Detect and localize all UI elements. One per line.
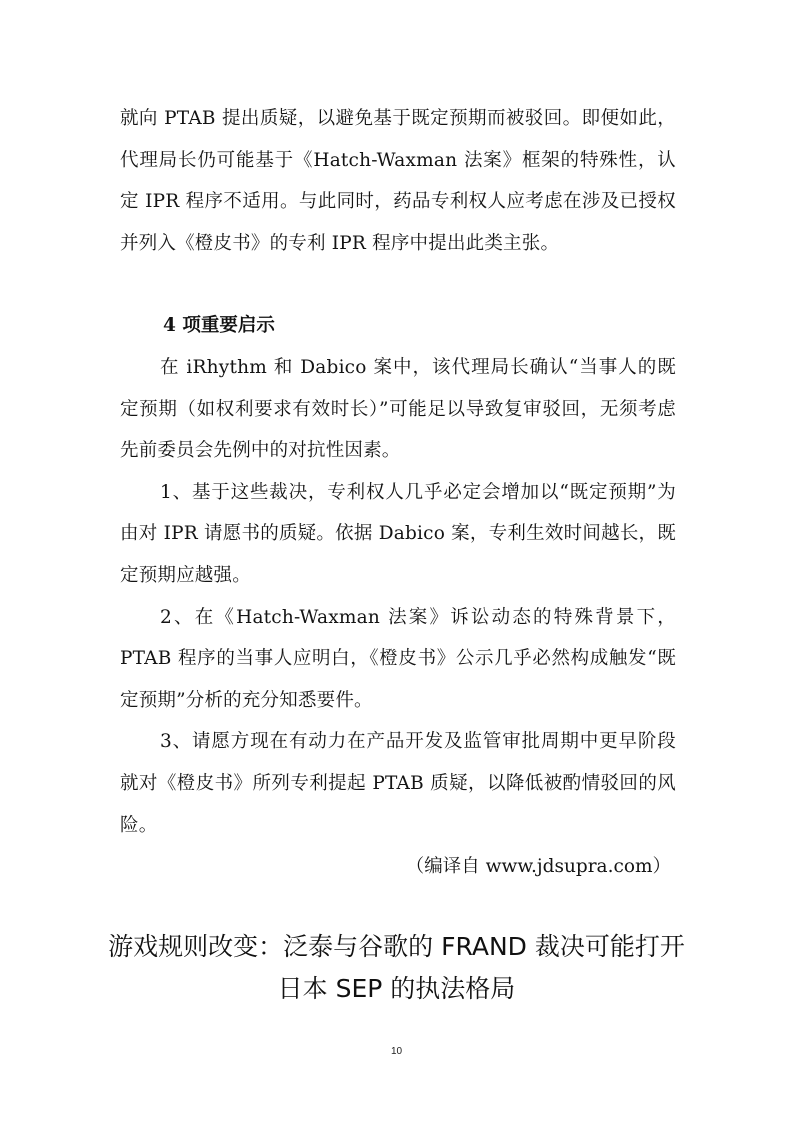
next-article-title — [100, 926, 693, 1010]
point-1-paragraph: 1、基于这些裁决，专利权人几乎必定会增加以“既定预期”为由对 IPR 请愿书的质疑。依据 Dabico 案，专利生效时间越长，既定预期应越强。 — [120, 481, 676, 586]
source-note: （编译自 www.jdsupra.com） — [405, 856, 671, 877]
next-article-title-line-1: 游戏规则改变：泛泰与谷歌的 FRAND 裁决可能打开 — [108, 932, 685, 961]
section-heading: 4 项重要启示 — [163, 315, 275, 336]
point-3-paragraph: 3、请愿方现在有动力在产品开发及监管审批周期中更早阶段就对《橙皮书》所列专利提起 PTAB 质疑，以降低被酌情驳回的风险。 — [120, 731, 676, 836]
point-2-paragraph: 2、在《Hatch-Waxman 法案》诉讼动态的特殊背景下，PTAB 程序的当事人应明白，《橙皮书》公示几乎必然构成触发“既定预期”分析的充分知悉要件。 — [120, 606, 676, 711]
page-number: 10 — [390, 1046, 403, 1057]
section-intro-paragraph: 在 iRhythm 和 Dabico 案中，该代理局长确认“当事人的既定预期（如权利要求有效时长）”可能足以导致复审驳回，无须考虑先前委员会先例中的对抗性因素。 — [120, 357, 676, 462]
intro-paragraph: 就向 PTAB 提出质疑，以避免基于既定预期而被驳回。即便如此，代理局长仍可能基于《Hatch-Waxman 法案》框架的特殊性，认定 IPR 程序不适用。与此同时，药品专利权人应考虑在涉及已授权并列入《橙皮书》的专利 IPR 程序中提出此类主张。 — [120, 108, 676, 254]
next-article-title-line-2: 日本 SEP 的执法格局 — [277, 974, 516, 1003]
section-body — [120, 347, 676, 846]
intro-paragraph-block — [120, 98, 676, 264]
